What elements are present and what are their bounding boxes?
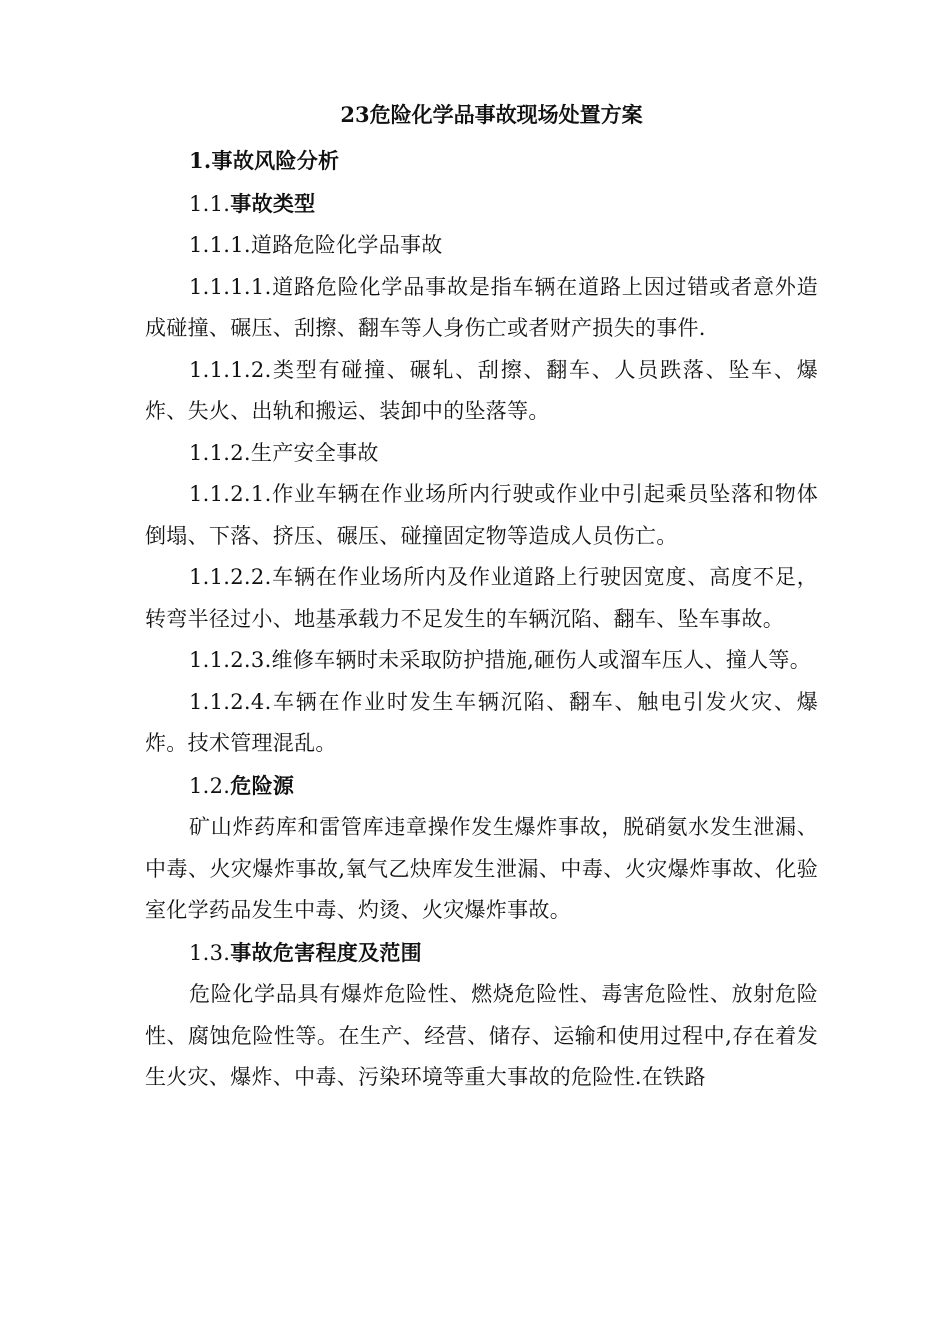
heading-1-2 <box>145 765 818 808</box>
paragraph-1-1-2-3: 1.1.2.3.维修车辆时未采取防护措施,砸伤人或溜车压人、撞人等。 <box>189 648 812 672</box>
heading-1-3-number: 1.3. <box>189 940 231 965</box>
paragraph-1-1-2-2: 1.1.2.2.车辆在作业场所内及作业道路上行驶因宽度、高度不足，转弯半径过小、地基承载力不足发生的车辆沉陷、翻车、坠车事故。 <box>145 565 818 631</box>
heading-1-1-text: 事故类型 <box>230 190 316 216</box>
paragraph-1-2: 矿山炸药库和雷管库违章操作发生爆炸事故，脱硝氨水发生泄漏、中毒、火灾爆炸事故,氧气乙炔库发生泄漏、中毒、火灾爆炸事故、化验室化学药品发生中毒、灼烫、火灾爆炸事故。 <box>145 815 818 922</box>
heading-1-3 <box>145 932 818 975</box>
paragraph-1-1-1: 1.1.1.道路危险化学品事故 <box>189 233 443 257</box>
paragraph-1-1-1-2: 1.1.1.2.类型有碰撞、碾轧、刮擦、翻车、人员跌落、坠车、爆炸、失火、出轨和搬运、装卸中的坠落等。 <box>145 357 818 423</box>
paragraph-1-1-1-1: 1.1.1.1.道路危险化学品事故是指车辆在道路上因过错或者意外造成碰撞、碾压、刮擦、翻车等人身伤亡或者财产损失的事件. <box>145 274 818 340</box>
paragraph-1-1-2: 1.1.2.生产安全事故 <box>189 440 379 465</box>
paragraph-1-1-2-4: 1.1.2.4.车辆在作业时发生车辆沉陷、翻车、触电引发火灾、爆炸。技术管理混乱。 <box>145 689 818 755</box>
paragraph-1-3: 危险化学品具有爆炸危险性、燃烧危险性、毒害危险性、放射危险性、腐蚀危险性等。在生产、经营、储存、运输和使用过程中,存在着发生火灾、爆炸、中毒、污染环境等重大事故的危险性.在铁路 <box>145 982 818 1089</box>
heading-1-1-number: 1.1. <box>189 191 231 216</box>
heading-1-text: 事故风险分析 <box>211 148 340 173</box>
heading-1-2-number: 1.2. <box>189 773 231 798</box>
paragraph-1-1-2-1: 1.1.2.1.作业车辆在作业场所内行驶或作业中引起乘员坠落和物体倒塌、下落、挤压、碾压、碰撞固定物等造成人员伤亡。 <box>145 482 818 548</box>
heading-1 <box>145 140 818 183</box>
document-title: 23危险化学品事故现场处置方案 <box>340 102 643 127</box>
heading-1-number: 1. <box>189 148 212 173</box>
heading-1-2-text: 危险源 <box>230 772 295 798</box>
heading-1-1 <box>145 183 818 226</box>
heading-1-3-text: 事故危害程度及范围 <box>230 939 422 965</box>
